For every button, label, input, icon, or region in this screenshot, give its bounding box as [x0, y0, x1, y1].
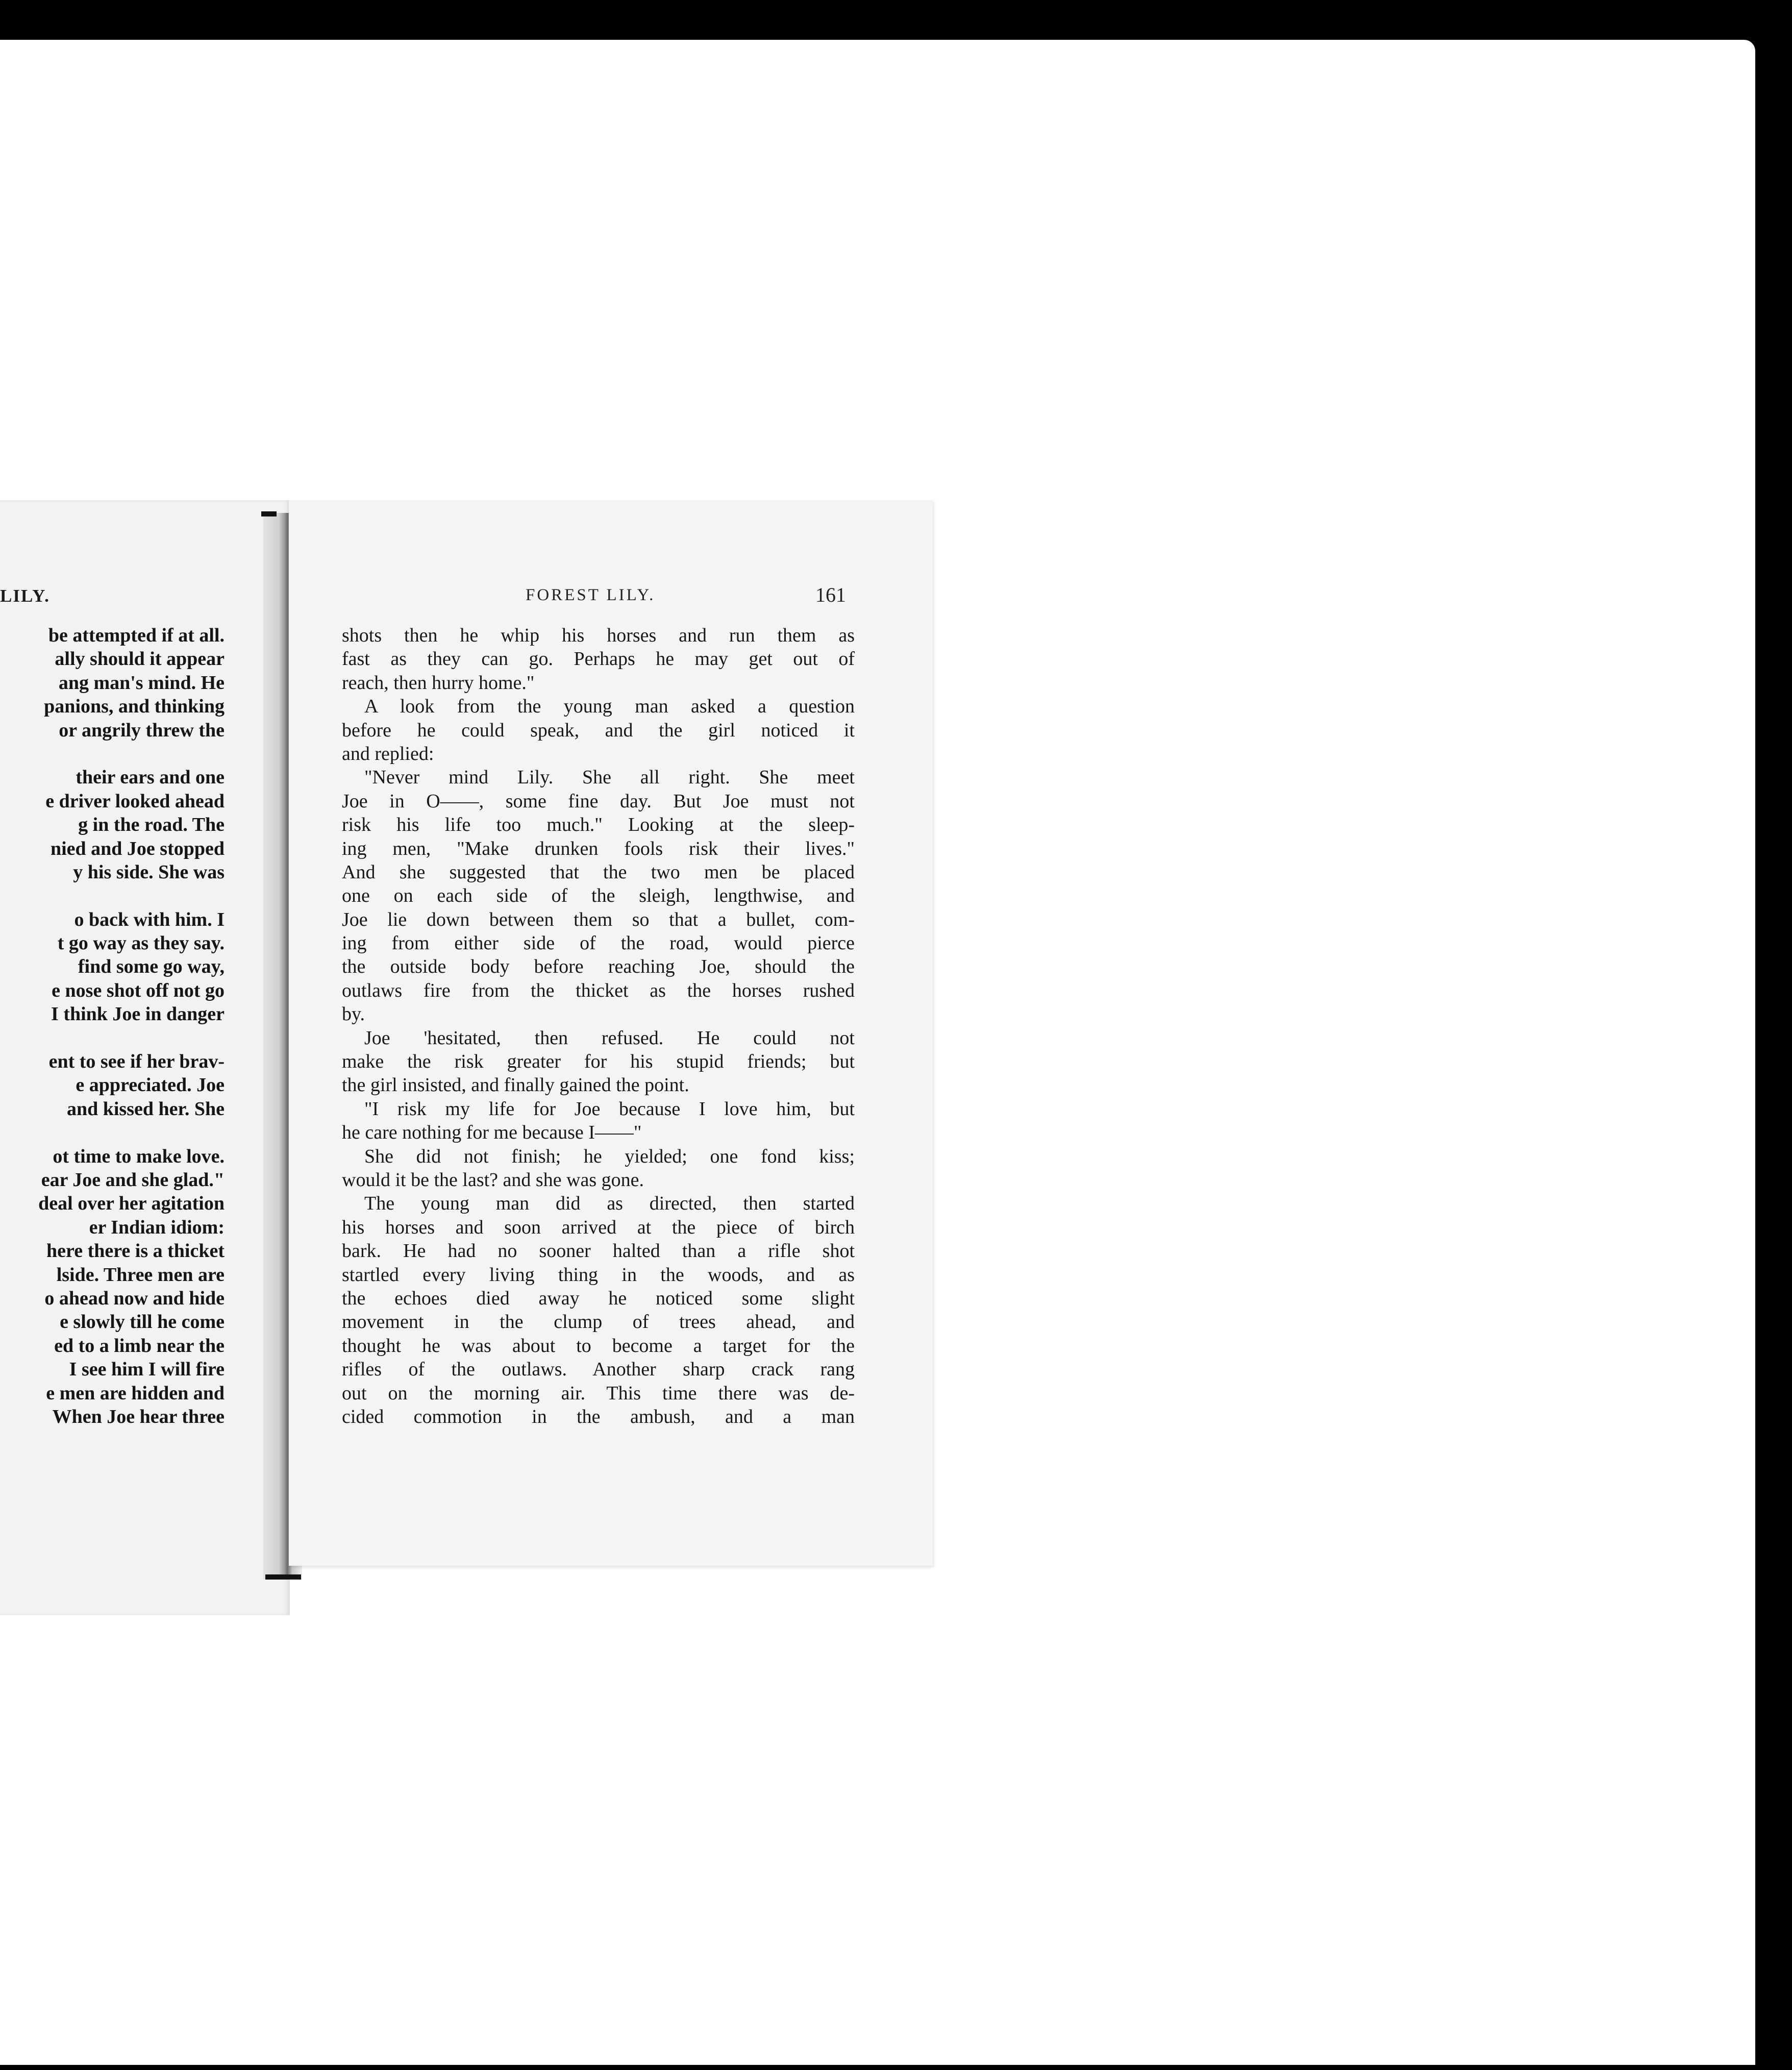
text-line: And she suggested that the two men be placed — [342, 861, 855, 883]
text-line: e slowly till he come — [60, 1311, 225, 1333]
text-line: bark. He had no sooner halted than a rifle shot — [342, 1240, 855, 1262]
text-line: the outside body before reaching Joe, should the — [342, 956, 855, 978]
text-line: rifles of the outlaws. Another sharp crack rang — [342, 1359, 855, 1381]
text-line: movement in the clump of trees ahead, and — [342, 1311, 855, 1333]
text-line: thought he was about to become a target for the — [342, 1335, 855, 1357]
text-line: g in the road. The — [78, 814, 225, 836]
text-line: panions, and thinking — [44, 696, 225, 718]
text-line: by. — [342, 1003, 365, 1025]
text-line: "I risk my life for Joe because I love him, but — [364, 1098, 855, 1120]
text-line: o ahead now and hide — [44, 1287, 225, 1309]
gutter-shadow-top — [261, 511, 277, 516]
text-line: outlaws fire from the thicket as the horses rushed — [342, 979, 855, 1001]
text-line: o back with him. I — [74, 908, 225, 930]
text-line: When Joe hear three — [52, 1406, 225, 1427]
text-line: ally should it appear — [55, 648, 225, 670]
text-line: Joe lie down between them so that a bullet, com- — [342, 908, 855, 930]
text-line: here there is a thicket — [46, 1240, 225, 1262]
text-line: e appreciated. Joe — [76, 1074, 225, 1096]
text-line: he care nothing for me because I——" — [342, 1122, 642, 1144]
text-line: the girl insisted, and finally gained the point. — [342, 1074, 689, 1096]
text-line: startled every living thing in the woods, and as — [342, 1264, 855, 1286]
text-line: ear Joe and she glad." — [41, 1169, 225, 1191]
film-speck — [434, 17, 438, 21]
text-line: fast as they can go. Perhaps he may get out of — [342, 648, 855, 670]
text-line — [0, 1026, 225, 1050]
text-line — [0, 742, 225, 766]
text-line: A look from the young man asked a question — [364, 696, 855, 718]
text-line: and replied: — [342, 743, 434, 765]
text-line: e driver looked ahead — [45, 790, 225, 812]
text-line: be attempted if at all. — [48, 625, 225, 646]
text-line: t go way as they say. — [57, 932, 225, 954]
text-line: Joe 'hesitated, then refused. He could not — [364, 1027, 855, 1049]
text-line: The young man did as directed, then started — [364, 1193, 855, 1215]
running-head: FOREST LILY. — [526, 586, 656, 604]
text-line: shots then he whip his horses and run them as — [342, 625, 855, 646]
text-line: "Never mind Lily. She all right. She meet — [364, 767, 855, 788]
text-line: e men are hidden and — [46, 1382, 225, 1404]
gutter-shadow-bottom — [265, 1574, 301, 1580]
text-line: one on each side of the sleigh, lengthwise, and — [342, 885, 855, 907]
film-speck — [424, 10, 431, 17]
text-line: I think Joe in danger — [51, 1003, 225, 1025]
text-line: ing men, "Make drunken fools risk their lives." — [342, 837, 855, 859]
text-line: nied and Joe stopped — [50, 837, 225, 859]
text-line: make the risk greater for his stupid friends; but — [342, 1051, 855, 1073]
text-line: ot time to make love. — [53, 1145, 225, 1167]
text-line: would it be the last? and she was gone. — [342, 1169, 644, 1191]
text-line — [0, 1121, 225, 1144]
text-line: out on the morning air. This time there was de- — [342, 1382, 855, 1404]
text-line: She did not finish; he yielded; one fond kiss; — [364, 1145, 855, 1167]
text-line: lside. Three men are — [56, 1264, 225, 1286]
film-edge — [1755, 20, 1792, 2070]
text-line: y his side. She was — [73, 861, 225, 883]
page-number: 161 — [815, 583, 846, 606]
text-line: er Indian idiom: — [89, 1216, 225, 1238]
text-line: risk his life too much." Looking at the sleep- — [342, 814, 855, 836]
left-running-head: LILY. — [0, 586, 50, 606]
text-line: ent to see if her brav- — [48, 1051, 225, 1073]
film-speck — [280, 11, 283, 14]
text-line: deal over her agitation — [38, 1193, 225, 1215]
text-line: before he could speak, and the girl noticed it — [342, 719, 855, 741]
text-line: Joe in O——, some fine day. But Joe must not — [342, 790, 855, 812]
text-line: ed to a limb near the — [54, 1335, 225, 1357]
right-page-text — [342, 624, 855, 1428]
text-line: cided commotion in the ambush, and a man — [342, 1406, 855, 1427]
text-line: and kissed her. She — [66, 1098, 225, 1120]
left-page-text — [0, 624, 225, 1428]
text-line — [0, 884, 225, 907]
text-line: e nose shot off not go — [52, 979, 225, 1001]
text-line: their ears and one — [76, 767, 225, 788]
text-line: or angrily threw the — [59, 719, 225, 741]
text-line: find some go way, — [78, 956, 225, 978]
text-line: ang man's mind. He — [58, 672, 225, 694]
text-line: ing from either side of the road, would pierce — [342, 932, 855, 954]
text-line: the echoes died away he noticed some slight — [342, 1287, 855, 1309]
text-line: his horses and soon arrived at the piece of birch — [342, 1216, 855, 1238]
text-line: reach, then hurry home." — [342, 672, 535, 694]
text-line: I see him I will fire — [69, 1359, 225, 1381]
